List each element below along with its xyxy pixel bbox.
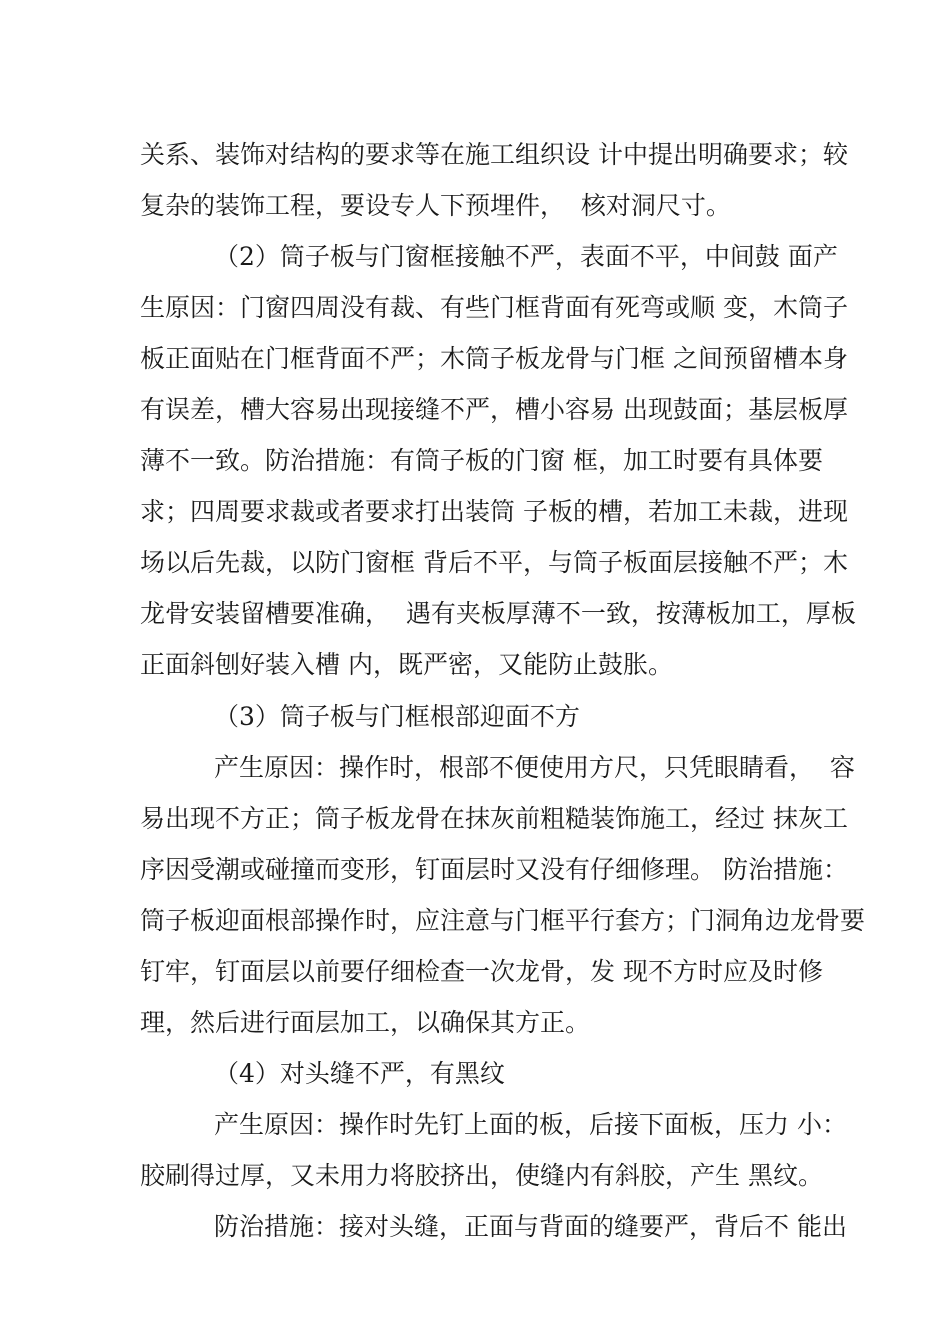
section-4-heading: （4）对头缝不严，有黑纹 (214, 1059, 505, 1088)
text-line: 钉牢，钉面层以前要仔细检查一次龙骨，发 现不方时应及时修 (140, 957, 823, 986)
text-line: 求；四周要求裁或者要求打出装筒 子板的槽，若加工未裁，进现 (140, 497, 848, 526)
text-line: 产生原因：操作时先钉上面的板，后接下面板，压力 小： (214, 1110, 847, 1139)
text-line: 薄不一致。防治措施：有筒子板的门窗 框，加工时要有具体要 (140, 446, 823, 475)
text-line: 关系、装饰对结构的要求等在施工组织设 计中提出明确要求；较 (140, 140, 848, 169)
text-line: 正面斜刨好装入槽 内，既严密，又能防止鼓胀。 (140, 650, 673, 679)
text-line: 易出现不方正；筒子板龙骨在抹灰前粗糙装饰施工，经过 抹灰工 (140, 804, 848, 833)
text-line: 复杂的装饰工程，要设专人下预埋件， 核对洞尺寸。 (140, 191, 731, 220)
text-line: 场以后先裁，以防门窗框 背后不平，与筒子板面层接触不严；木 (140, 548, 848, 577)
text-line: 产生原因：操作时，根部不便使用方尺，只凭眼睛看， 容 (214, 753, 855, 782)
text-line: 胶刷得过厚，又未用力将胶挤出，使缝内有斜胶，产生 黑纹。 (140, 1161, 823, 1190)
text-line: 筒子板迎面根部操作时，应注意与门框平行套方；门洞角边龙骨要 (140, 906, 866, 935)
text-line: 生原因：门窗四周没有裁、有些门框背面有死弯或顺 变，木筒子 (140, 293, 848, 322)
section-2-heading: （2）筒子板与门窗框接触不严，表面不平，中间鼓 面产 (214, 242, 838, 271)
section-3-heading: （3）筒子板与门框根部迎面不方 (214, 702, 580, 731)
text-line: 板正面贴在门框背面不严；木筒子板龙骨与门框 之间预留槽本身 (140, 344, 848, 373)
text-line: 龙骨安装留槽要准确， 遇有夹板厚薄不一致，按薄板加工，厚板 (140, 599, 856, 628)
text-line: 有误差，槽大容易出现接缝不严，槽小容易 出现鼓面；基层板厚 (140, 395, 848, 424)
text-line: 理，然后进行面层加工，以确保其方正。 (140, 1008, 591, 1037)
text-line: 序因受潮或碰撞而变形，钉面层时又没有仔细修理。 防治措施： (140, 855, 848, 884)
text-line: 防治措施：接对头缝，正面与背面的缝要严，背后不 能出 (214, 1212, 847, 1241)
